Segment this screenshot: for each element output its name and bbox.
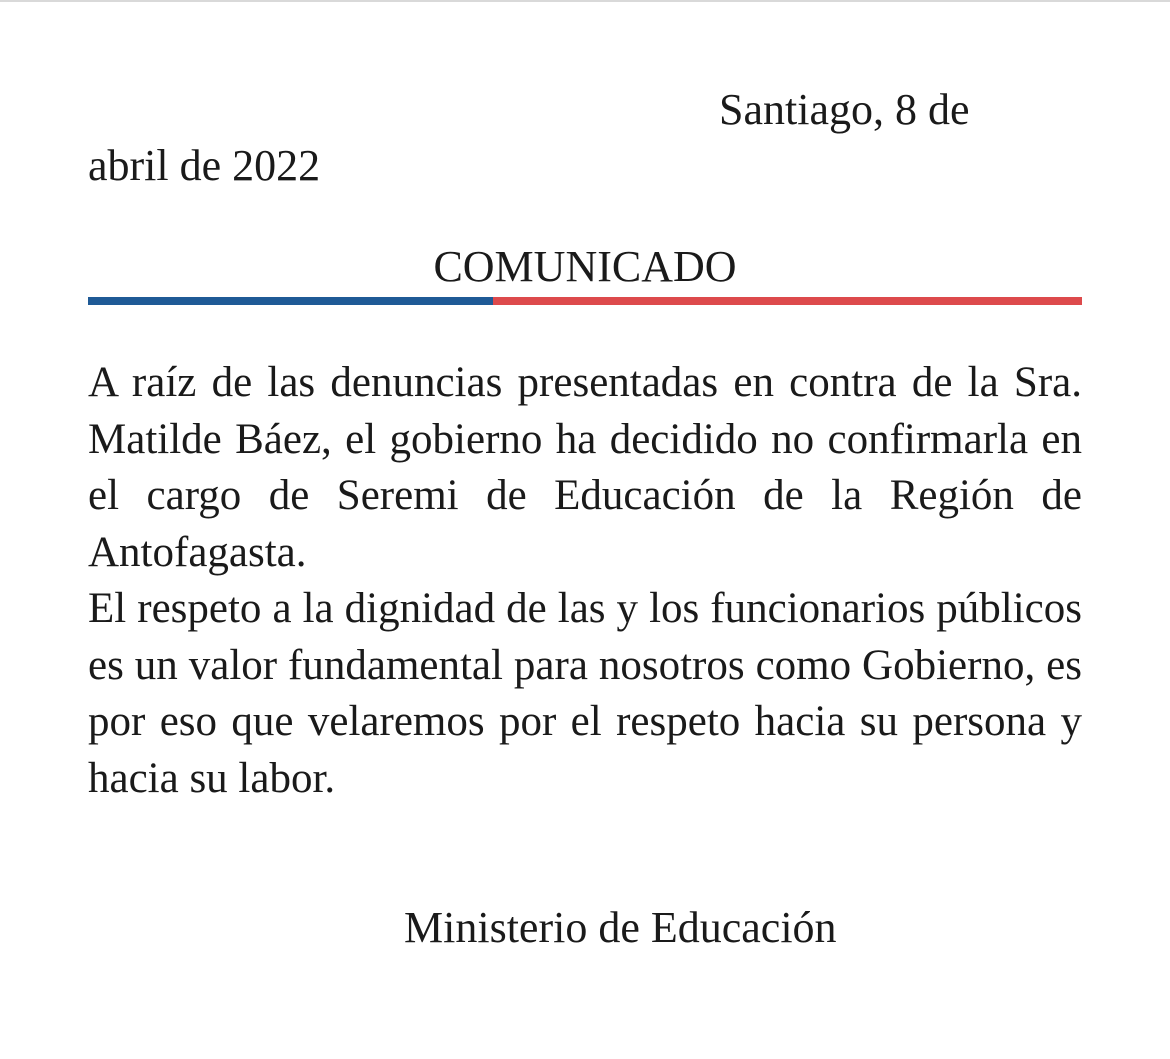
signature: Ministerio de Educación xyxy=(404,903,837,952)
divider-red-segment xyxy=(493,297,1082,305)
body-paragraph-2: El respeto a la dignidad de las y los funcionarios públicos es un valor fundamental para nosotros como Gobierno, es por eso que velaremos por el respeto hacia su persona y hacia su labor. xyxy=(88,585,1082,802)
body-paragraph-1: A raíz de las denuncias presentadas en contra de la Sra. Matilde Báez, el gobierno ha decidido no confirmarla en el cargo de Seremi de Educación de la Región de Antofagasta. xyxy=(88,359,1082,576)
page-top-edge xyxy=(0,0,1170,2)
document-heading: COMUNICADO xyxy=(433,242,737,291)
divider-rule xyxy=(88,297,1082,305)
date-line-2: abril de 2022 xyxy=(88,141,321,190)
date-line-1: Santiago, 8 de xyxy=(719,85,970,134)
document-body xyxy=(88,355,1082,807)
divider-blue-segment xyxy=(88,297,493,305)
